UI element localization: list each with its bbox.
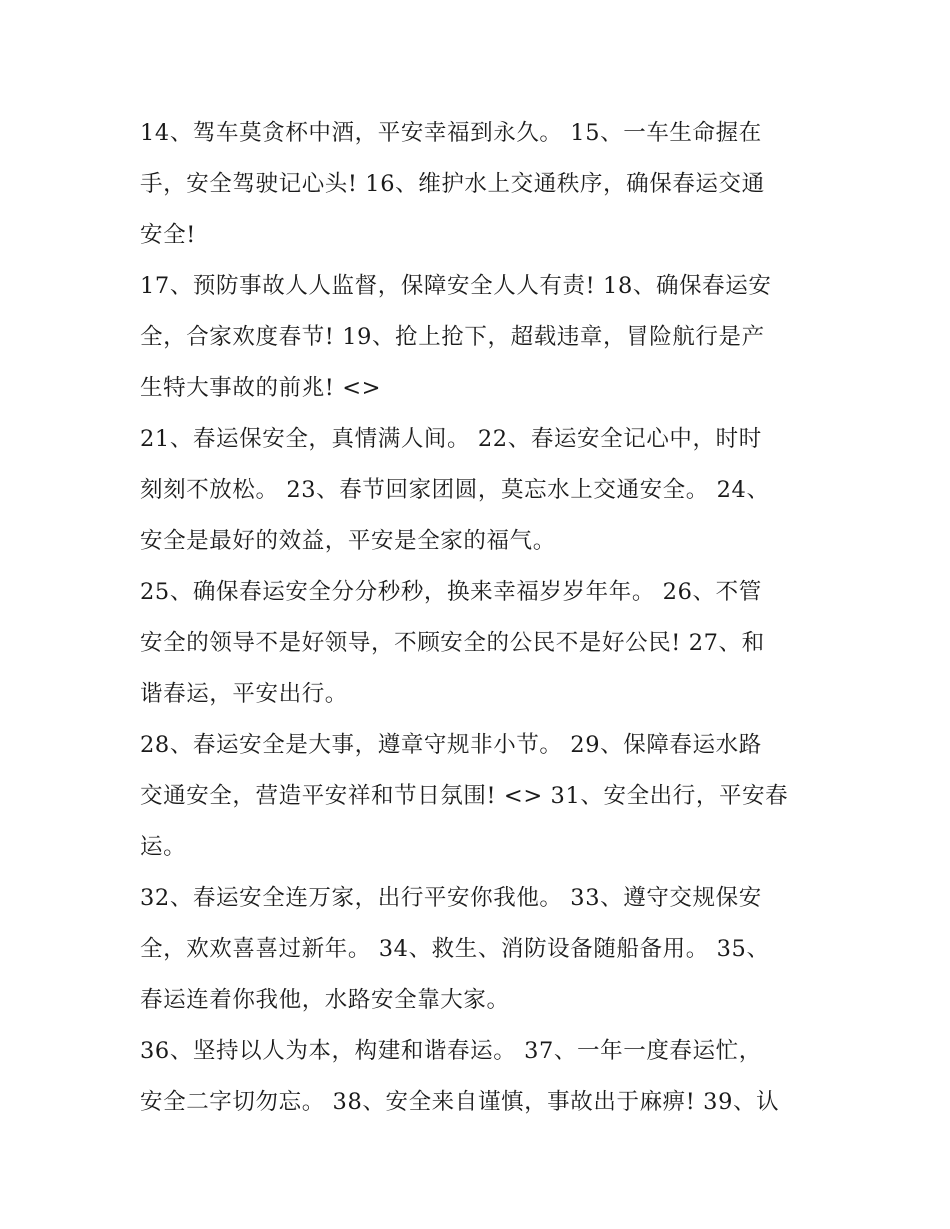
text-line: 安全的领导不是好领导，不顾安全的公民不是好公民! 27、和 xyxy=(140,630,765,656)
paragraph xyxy=(140,414,810,567)
text-line: 生特大事故的前兆! <> xyxy=(140,375,382,401)
text-line: 刻刻不放松。 23、春节回家团圆，莫忘水上交通安全。 24、 xyxy=(140,477,770,503)
text-line: 36、坚持以人为本，构建和谐春运。 37、一年一度春运忙， xyxy=(140,1038,762,1064)
text-line: 28、春运安全是大事，遵章守规非小节。 29、保障春运水路 xyxy=(140,732,762,758)
paragraph xyxy=(140,1026,810,1128)
paragraph xyxy=(140,720,810,873)
text-line: 交通安全，营造平安祥和节日氛围! <> 31、安全出行，平安春 xyxy=(140,783,789,809)
paragraph xyxy=(140,108,810,261)
text-line: 17、预防事故人人监督，保障安全人人有责! 18、确保春运安 xyxy=(140,273,772,299)
text-line: 全，欢欢喜喜过新年。 34、救生、消防设备随船备用。 35、 xyxy=(140,936,770,962)
text-line: 运。 xyxy=(140,834,187,860)
text-line: 春运连着你我他，水路安全靠大家。 xyxy=(140,987,510,1013)
paragraph xyxy=(140,261,810,414)
text-line: 全，合家欢度春节! 19、抢上抢下，超载违章，冒险航行是产 xyxy=(140,324,765,350)
text-line: 谐春运，平安出行。 xyxy=(140,681,348,707)
text-line: 安全! xyxy=(140,222,196,248)
text-line: 14、驾车莫贪杯中酒，平安幸福到永久。 15、一车生命握在 xyxy=(140,120,762,146)
text-line: 手，安全驾驶记心头! 16、维护水上交通秩序，确保春运交通 xyxy=(140,171,765,197)
text-line: 安全是最好的效益，平安是全家的福气。 xyxy=(140,528,556,554)
paragraph xyxy=(140,567,810,720)
text-line: 25、确保春运安全分分秒秒，换来幸福岁岁年年。 26、不管 xyxy=(140,579,762,605)
text-line: 安全二字切勿忘。 38、安全来自谨慎，事故出于麻痹! 39、认 xyxy=(140,1089,780,1115)
text-line: 32、春运安全连万家，出行平安你我他。 33、遵守交规保安 xyxy=(140,885,762,911)
paragraph xyxy=(140,873,810,1026)
text-line: 21、春运保安全，真情满人间。 22、春运安全记心中，时时 xyxy=(140,426,762,452)
document-body xyxy=(140,108,810,1128)
